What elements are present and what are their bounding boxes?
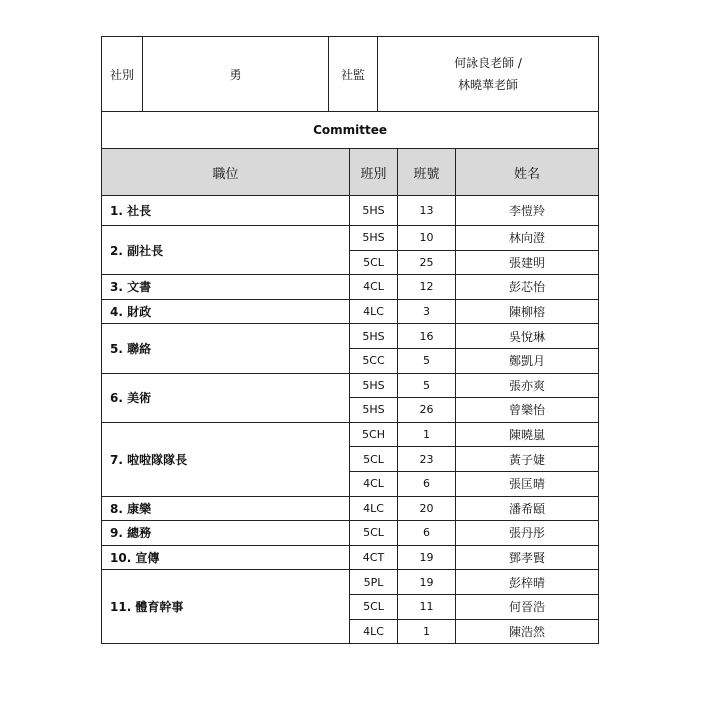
number-cell: 5 xyxy=(398,348,456,373)
role-cell: 6. 美術 xyxy=(102,373,350,422)
number-cell: 25 xyxy=(398,250,456,275)
column-header-row xyxy=(102,149,599,196)
advisor-value xyxy=(378,37,599,112)
col-header-role: 職位 xyxy=(102,149,350,196)
class-cell: 5CL xyxy=(350,250,398,275)
role-cell: 10. 宣傳 xyxy=(102,545,350,570)
club-label: 社別 xyxy=(102,37,143,112)
name-cell: 張亦爽 xyxy=(456,373,599,398)
name-cell: 陳浩然 xyxy=(456,619,599,644)
caption-row xyxy=(102,112,599,149)
number-cell: 3 xyxy=(398,299,456,324)
name-cell: 何晉浩 xyxy=(456,594,599,619)
number-cell: 16 xyxy=(398,324,456,349)
number-cell: 13 xyxy=(398,196,456,226)
committee-caption: Committee xyxy=(102,112,599,149)
table-row xyxy=(102,521,599,546)
class-cell: 5HS xyxy=(350,196,398,226)
role-cell: 11. 體育幹事 xyxy=(102,570,350,644)
table-row xyxy=(102,226,599,251)
name-cell: 張丹彤 xyxy=(456,521,599,546)
number-cell: 11 xyxy=(398,594,456,619)
number-cell: 12 xyxy=(398,275,456,300)
class-cell: 4LC xyxy=(350,619,398,644)
name-cell: 張匡晴 xyxy=(456,471,599,496)
table-row xyxy=(102,196,599,226)
name-cell: 彭梓晴 xyxy=(456,570,599,595)
class-cell: 5CL xyxy=(350,594,398,619)
number-cell: 1 xyxy=(398,619,456,644)
class-cell: 5HS xyxy=(350,373,398,398)
table-row xyxy=(102,275,599,300)
class-cell: 4LC xyxy=(350,299,398,324)
table-row xyxy=(102,570,599,595)
number-cell: 10 xyxy=(398,226,456,251)
number-cell: 26 xyxy=(398,398,456,423)
name-cell: 鄭凱月 xyxy=(456,348,599,373)
name-cell: 吳悅琳 xyxy=(456,324,599,349)
name-cell: 李愷羚 xyxy=(456,196,599,226)
name-cell: 林向澄 xyxy=(456,226,599,251)
name-cell: 潘希頤 xyxy=(456,496,599,521)
committee-table xyxy=(101,36,599,644)
club-value: 勇 xyxy=(143,37,329,112)
name-cell: 曾樂怡 xyxy=(456,398,599,423)
role-cell: 9. 總務 xyxy=(102,521,350,546)
name-cell: 鄧孝賢 xyxy=(456,545,599,570)
number-cell: 5 xyxy=(398,373,456,398)
class-cell: 4CL xyxy=(350,471,398,496)
number-cell: 6 xyxy=(398,471,456,496)
advisor-label: 社監 xyxy=(329,37,378,112)
number-cell: 6 xyxy=(398,521,456,546)
number-cell: 20 xyxy=(398,496,456,521)
number-cell: 1 xyxy=(398,422,456,447)
class-cell: 5HS xyxy=(350,226,398,251)
class-cell: 4LC xyxy=(350,496,398,521)
table-row xyxy=(102,496,599,521)
name-cell: 黃子婕 xyxy=(456,447,599,472)
role-cell: 8. 康樂 xyxy=(102,496,350,521)
col-header-number: 班號 xyxy=(398,149,456,196)
table-row xyxy=(102,545,599,570)
class-cell: 5CL xyxy=(350,521,398,546)
class-cell: 5CC xyxy=(350,348,398,373)
class-cell: 5PL xyxy=(350,570,398,595)
advisor-line-2: 林曉華老師 xyxy=(458,78,519,92)
name-cell: 陳曉嵐 xyxy=(456,422,599,447)
col-header-class: 班別 xyxy=(350,149,398,196)
name-cell: 陳柳榕 xyxy=(456,299,599,324)
role-cell: 2. 副社長 xyxy=(102,226,350,275)
number-cell: 23 xyxy=(398,447,456,472)
role-cell: 1. 社長 xyxy=(102,196,350,226)
class-cell: 4CL xyxy=(350,275,398,300)
table-row xyxy=(102,373,599,398)
class-cell: 5HS xyxy=(350,398,398,423)
class-cell: 5CH xyxy=(350,422,398,447)
table-row xyxy=(102,422,599,447)
table-row xyxy=(102,299,599,324)
name-cell: 張建明 xyxy=(456,250,599,275)
role-cell: 3. 文書 xyxy=(102,275,350,300)
role-cell: 4. 財政 xyxy=(102,299,350,324)
col-header-name: 姓名 xyxy=(456,149,599,196)
advisor-line-1: 何詠良老師 / xyxy=(454,56,522,70)
role-cell: 7. 啦啦隊隊長 xyxy=(102,422,350,496)
class-cell: 5CL xyxy=(350,447,398,472)
role-cell: 5. 聯絡 xyxy=(102,324,350,373)
header-row xyxy=(102,37,599,112)
table-row xyxy=(102,324,599,349)
class-cell: 5HS xyxy=(350,324,398,349)
number-cell: 19 xyxy=(398,570,456,595)
name-cell: 彭芯怡 xyxy=(456,275,599,300)
number-cell: 19 xyxy=(398,545,456,570)
class-cell: 4CT xyxy=(350,545,398,570)
